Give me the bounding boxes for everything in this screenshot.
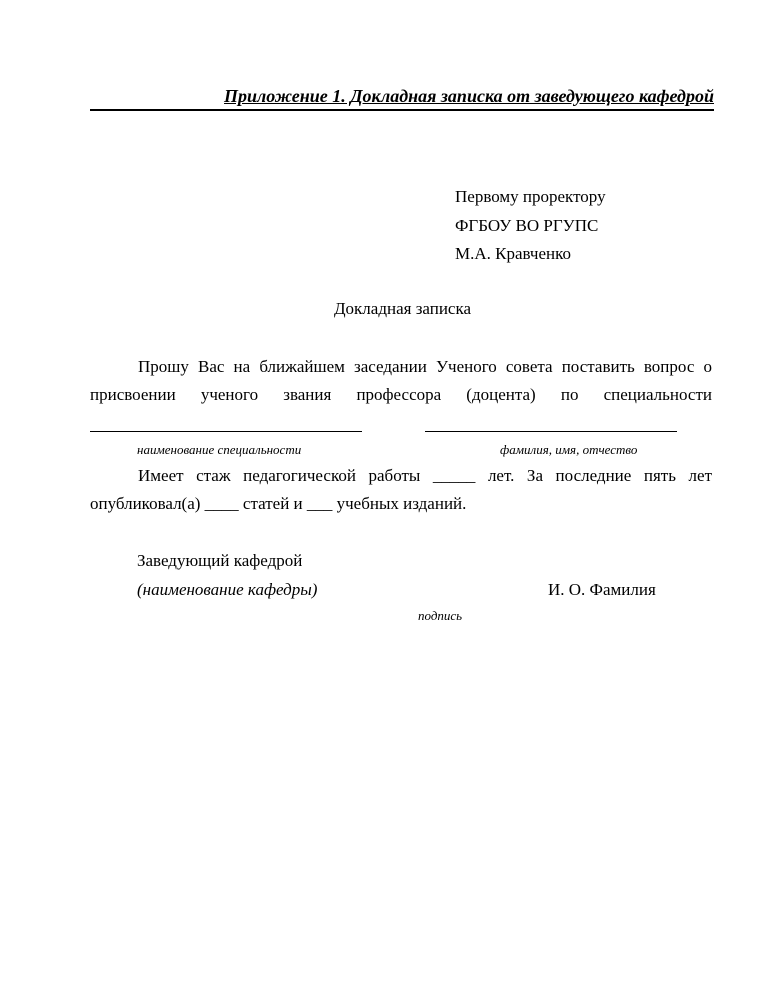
experience-line-1: Имеет стаж педагогической работы _____ лет. За последние пять лет — [138, 466, 712, 485]
document-title: Докладная записка — [333, 299, 472, 318]
addressee-name: М.А. Кравченко — [455, 244, 571, 263]
appendix-header — [90, 84, 714, 111]
experience-line-2: опубликовал(а) ____ статей и ___ учебных изданий. — [90, 494, 467, 513]
request-line-1: Прошу Вас на ближайшем заседании Ученого совета поставить вопрос о — [138, 357, 712, 376]
specialty-caption: наименование специальности — [137, 442, 302, 457]
request-line-2: присвоении ученого звания профессора (доцента) по специальности — [90, 385, 712, 404]
addressee-organization: ФГБОУ ВО РГУПС — [455, 215, 599, 235]
full-name-blank — [425, 413, 677, 432]
appendix-title: Приложение 1. Докладная записка от заведующего кафедрой — [224, 86, 714, 106]
signer-name: И. О. Фамилия — [548, 580, 656, 599]
signer-position: Заведующий кафедрой — [137, 551, 303, 570]
signature-caption: подпись — [418, 608, 463, 623]
request-paragraph — [90, 353, 712, 409]
full-name-caption: фамилия, имя, отчество — [500, 442, 638, 457]
addressee-position: Первому проректору — [455, 187, 606, 206]
fill-in-blanks-row — [90, 413, 712, 433]
signer-department: (наименование кафедры) — [137, 580, 318, 599]
experience-paragraph — [90, 462, 712, 518]
signature-block — [137, 546, 317, 604]
specialty-blank — [90, 413, 362, 432]
addressee-block — [455, 183, 606, 269]
